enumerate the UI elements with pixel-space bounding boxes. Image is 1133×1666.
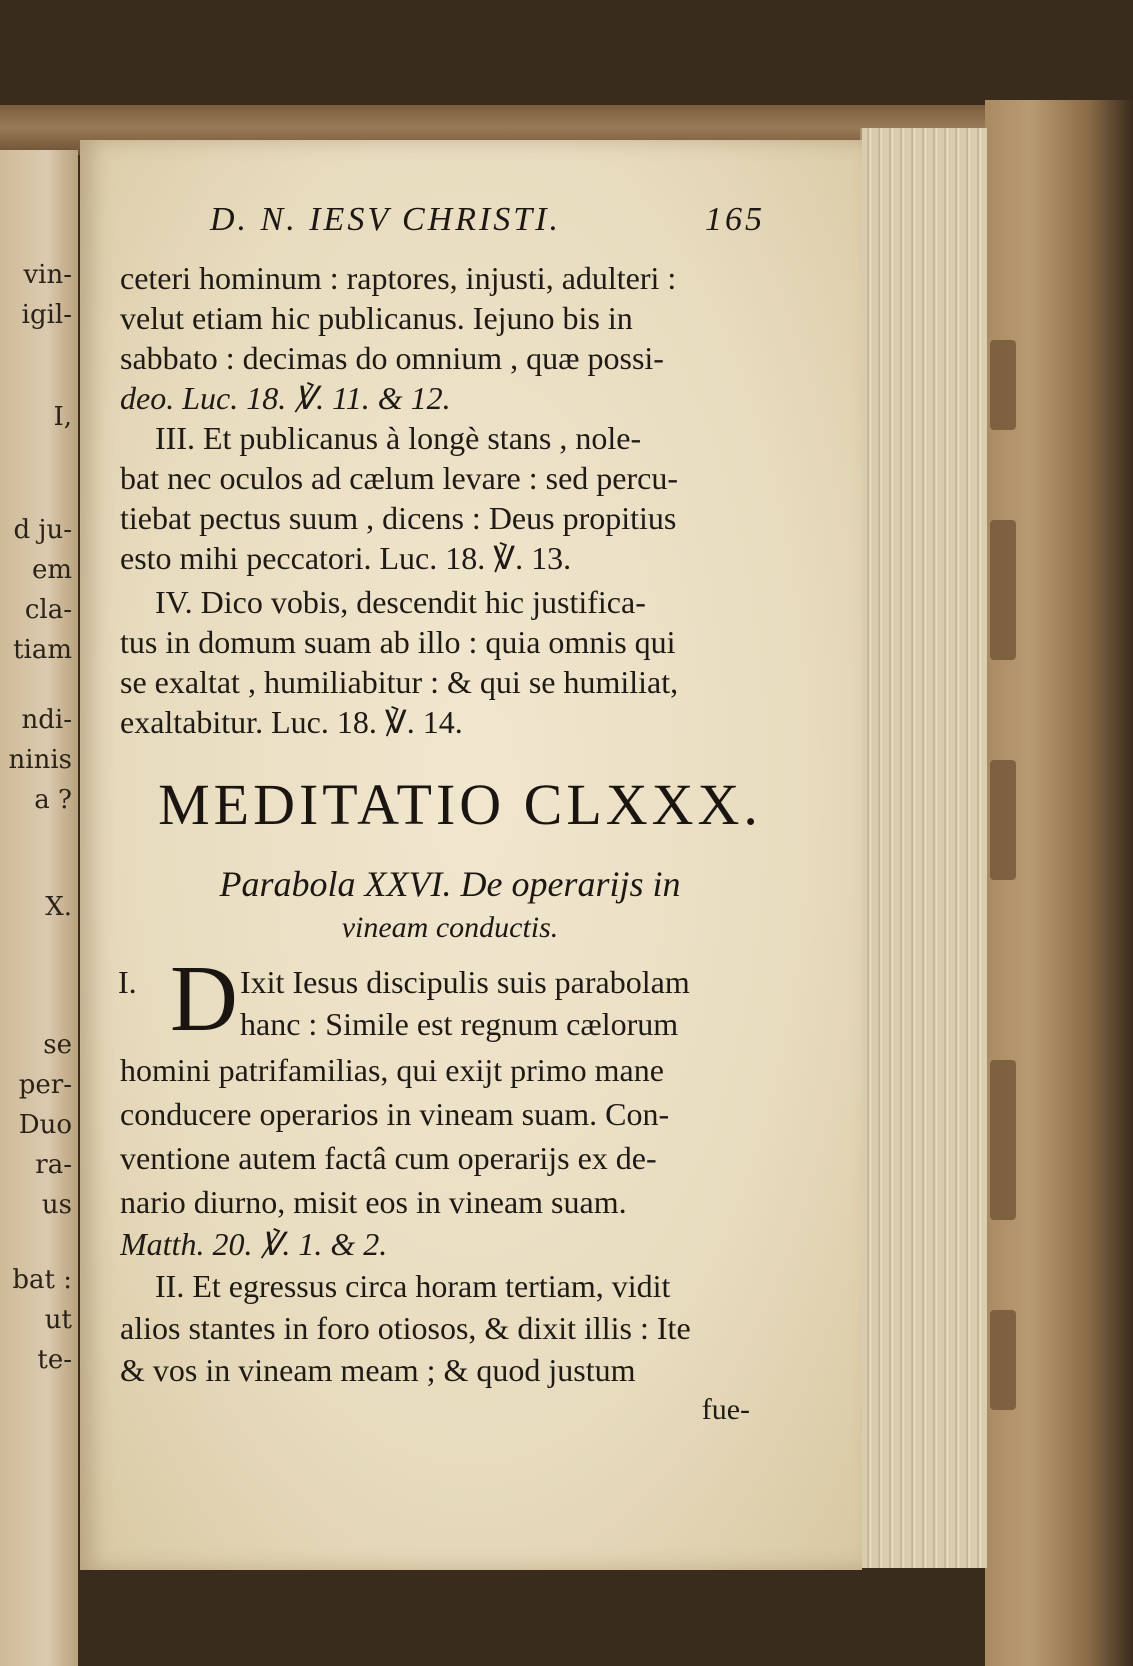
running-head-title: D. N. IESV CHRISTI.	[210, 201, 562, 238]
body-line: conducere operarios in vineam suam. Con-	[120, 1096, 670, 1132]
body-line: sabbato : decimas do omnium , quæ possi-	[120, 340, 664, 376]
left-page-line: per-	[18, 1070, 72, 1100]
running-head	[210, 198, 765, 242]
spine-ornament	[990, 1310, 1016, 1410]
left-page-line: em	[31, 555, 72, 585]
body-line: hanc : Simile est regnum cælorum	[240, 1006, 679, 1042]
meditation-heading: MEDITATIO CLXXX.	[158, 772, 762, 837]
body-line: Matth. 20. ℣. 1. & 2.	[120, 1226, 388, 1262]
page-number: 165	[705, 201, 765, 238]
body-line: tiebat pectus suum , dicens : Deus propitius	[120, 500, 677, 536]
drop-cap: D	[170, 947, 238, 1051]
left-page-line: ninis	[8, 745, 72, 775]
spine-ornament	[990, 760, 1016, 880]
body-line: bat nec oculos ad cælum levare : sed percu-	[120, 460, 678, 496]
left-page-fragment	[0, 150, 78, 1666]
left-page-line: a ?	[34, 785, 72, 815]
body-line: Ixit Iesus discipulis suis parabolam	[240, 964, 690, 1000]
body-line: ventione autem factâ cum operarijs ex de-	[120, 1140, 657, 1176]
left-page-line: ndi-	[21, 705, 72, 735]
left-page-line: X.	[45, 892, 72, 922]
body-line: nario diurno, misit eos in vineam suam.	[120, 1184, 627, 1220]
left-page-line: igil-	[21, 300, 72, 330]
left-page-line: te-	[37, 1345, 72, 1375]
left-page-line: se	[43, 1030, 72, 1060]
left-page-line: d ju-	[13, 515, 72, 545]
parable-title: Parabola XXVI. De operarijs in	[219, 864, 681, 904]
body-line: deo. Luc. 18. ℣. 11. & 12.	[120, 380, 451, 416]
paragraph-number: I.	[118, 964, 137, 1000]
left-page-line: bat :	[12, 1265, 72, 1295]
body-line: se exaltat , humiliabitur : & qui se humiliat,	[120, 664, 679, 700]
body-line: ceteri hominum : raptores, injusti, adulteri :	[120, 260, 677, 296]
body-line: & vos in vineam meam ; & quod justum	[120, 1352, 636, 1388]
left-page-line: Duo	[18, 1110, 72, 1140]
page-edges	[860, 128, 987, 1568]
left-page-line: cla-	[24, 595, 72, 625]
body-line: IV. Dico vobis, descendit hic justifica-	[155, 584, 646, 620]
left-page-line: I,	[53, 402, 72, 432]
spine-ornament	[990, 340, 1016, 430]
left-page-line: ut	[44, 1305, 72, 1335]
body-line: alios stantes in foro otiosos, & dixit illis : Ite	[120, 1310, 691, 1346]
left-page-line: us	[41, 1190, 72, 1220]
spine-ornament	[990, 520, 1016, 660]
body-line: tus in domum suam ab illo : quia omnis qui	[120, 624, 676, 660]
left-page-line: tiam	[13, 635, 72, 665]
left-page-line: ra-	[35, 1150, 72, 1180]
catchword: fue-	[701, 1393, 750, 1426]
body-line: homini patrifamilias, qui exijt primo mane	[120, 1052, 664, 1088]
body-line: exaltabitur. Luc. 18. ℣. 14.	[120, 704, 463, 740]
binding-spine	[985, 100, 1133, 1666]
body-line: esto mihi peccatori. Luc. 18. ℣. 13.	[120, 540, 572, 576]
body-line: III. Et publicanus à longè stans , nole-	[155, 420, 642, 456]
spine-ornament	[990, 1060, 1016, 1220]
left-page-line: vin-	[23, 260, 72, 290]
parable-subtitle: vineam conductis.	[341, 911, 559, 944]
body-line: II. Et egressus circa horam tertiam, vidit	[155, 1268, 671, 1304]
body-line: velut etiam hic publicanus. Iejuno bis in	[120, 300, 633, 336]
